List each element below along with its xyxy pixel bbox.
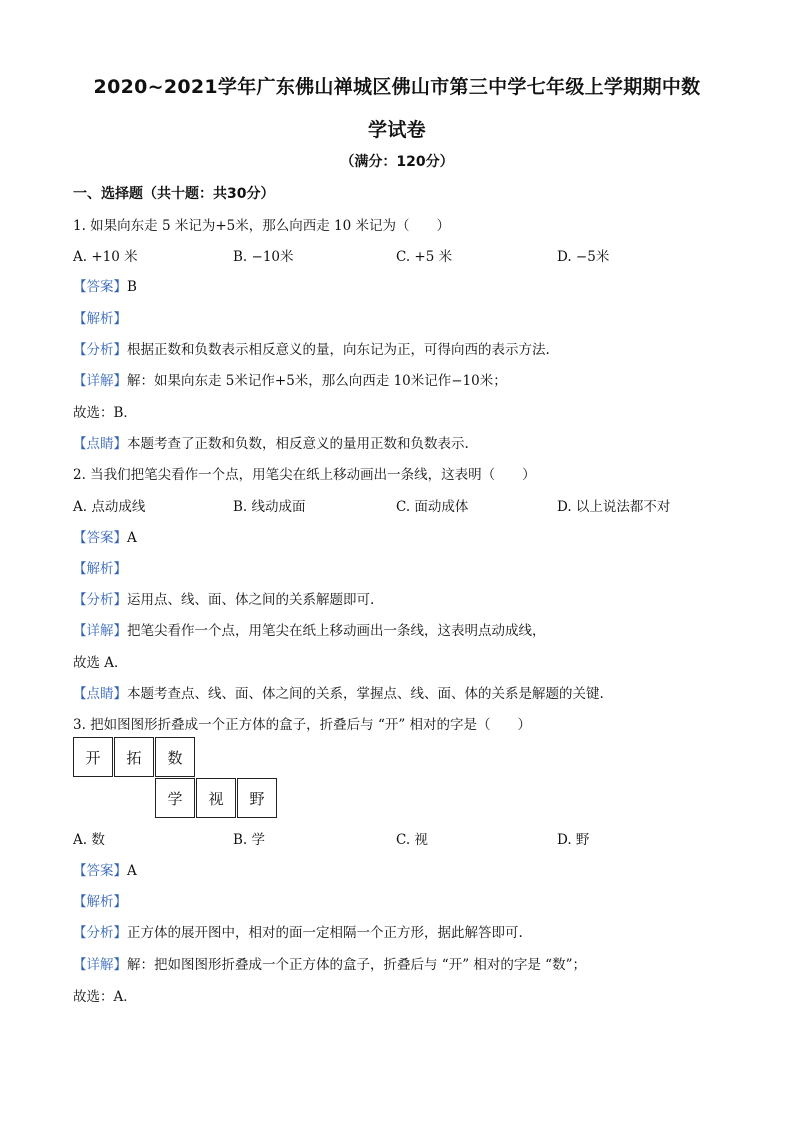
q1-option-d: D. −5米: [557, 249, 610, 265]
q1-choice: 故选：B．: [73, 405, 137, 421]
q2-option-d: D. 以上说法都不对: [557, 499, 671, 515]
q2-choice: 故选 A．: [73, 655, 128, 671]
q2-option-c: C. 面动成体: [396, 499, 469, 515]
q3-fenxi-line: [73, 921, 523, 941]
dianjing-tag: 【点睛】: [73, 436, 127, 452]
q2-analysis-line: [73, 557, 127, 577]
analysis-tag: 【解析】: [73, 561, 127, 577]
q2-option-a: A. 点动成线: [73, 499, 146, 515]
net-cell-tuo: 拓: [114, 737, 154, 777]
q2-dianjing-line: [73, 682, 604, 702]
q3-answer-line: [73, 859, 137, 879]
q1-analysis-line: [73, 307, 127, 327]
q3-stem: 3. 把如图图形折叠成一个正方体的盒子，折叠后与 “开” 相对的字是（ ）: [73, 717, 532, 733]
q2-stem: 2. 当我们把笔尖看作一个点，用笔尖在纸上移动画出一条线，这表明（ ）: [73, 467, 536, 483]
q3-option-c: C. 视: [396, 832, 428, 848]
detail-tag: 【详解】: [73, 957, 127, 973]
analysis-tag: 【解析】: [73, 311, 127, 327]
q3-option-d: D. 野: [557, 832, 590, 848]
q1-option-a: A. +10 米: [73, 249, 138, 265]
net-cell-xue: 学: [155, 778, 195, 818]
net-cell-shu: 数: [155, 737, 195, 777]
document-title-line-1: 2020~2021学年广东佛山禅城区佛山市第三中学七年级上学期期中数: [93, 76, 701, 98]
q1-dianjing-line: [73, 432, 469, 452]
answer-tag: 【答案】: [73, 530, 127, 546]
net-cell-shi: 视: [196, 778, 236, 818]
q2-fenxi-line: [73, 588, 374, 608]
q3-answer: A: [127, 863, 137, 879]
q3-analysis-line: [73, 890, 127, 910]
q3-option-b: B. 学: [233, 832, 266, 848]
fenxi-tag: 【分析】: [73, 592, 127, 608]
q3-fenxi: 正方体的展开图中，相对的面一定相隔一个正方形，据此解答即可.: [127, 925, 523, 941]
q2-answer-line: [73, 526, 137, 546]
q1-answer-line: [73, 275, 137, 295]
analysis-tag: 【解析】: [73, 894, 127, 910]
q1-detail-line: [73, 369, 507, 389]
q3-choice: 故选：A．: [73, 989, 137, 1005]
net-cell-kai: 开: [73, 737, 113, 777]
q1-dianjing: 本题考查了正数和负数，相反意义的量用正数和负数表示.: [127, 436, 469, 452]
document-title-line-2: 学试卷: [368, 119, 426, 141]
answer-tag: 【答案】: [73, 863, 127, 879]
q1-stem: 1. 如果向东走 5 米记为+5米，那么向西走 10 米记为（ ）: [73, 218, 451, 234]
q1-fenxi-line: [73, 338, 550, 358]
detail-tag: 【详解】: [73, 373, 127, 389]
q2-fenxi: 运用点、线、面、体之间的关系解题即可.: [127, 592, 375, 608]
score-note: （满分：120分）: [340, 154, 454, 170]
fenxi-tag: 【分析】: [73, 342, 127, 358]
q3-option-a: A. 数: [73, 832, 105, 848]
q1-detail: 解：如果向东走 5米记作+5米，那么向西走 10米记作−10米；: [127, 373, 507, 389]
q1-answer: B: [127, 279, 137, 295]
q1-option-b: B. −10米: [233, 249, 294, 265]
q2-detail-line: [73, 619, 546, 639]
net-cell-ye: 野: [237, 778, 277, 818]
section-heading: 一、选择题（共十题：共30分）: [73, 186, 275, 202]
q2-detail: 把笔尖看作一个点，用笔尖在纸上移动画出一条线，这表明点动成线，: [127, 623, 546, 639]
q3-detail: 解：把如图图形折叠成一个正方体的盒子，折叠后与 “开” 相对的字是 “数”；: [127, 957, 586, 973]
q2-option-b: B. 线动成面: [233, 499, 306, 515]
answer-tag: 【答案】: [73, 279, 127, 295]
detail-tag: 【详解】: [73, 623, 127, 639]
q1-option-c: C. +5 米: [396, 249, 453, 265]
q2-answer: A: [127, 530, 137, 546]
q3-detail-line: [73, 953, 586, 973]
q1-fenxi: 根据正数和负数表示相反意义的量，向东记为正，可得向西的表示方法.: [127, 342, 550, 358]
q2-dianjing: 本题考查点、线、面、体之间的关系，掌握点、线、面、体的关系是解题的关键.: [127, 686, 604, 702]
dianjing-tag: 【点睛】: [73, 686, 127, 702]
fenxi-tag: 【分析】: [73, 925, 127, 941]
